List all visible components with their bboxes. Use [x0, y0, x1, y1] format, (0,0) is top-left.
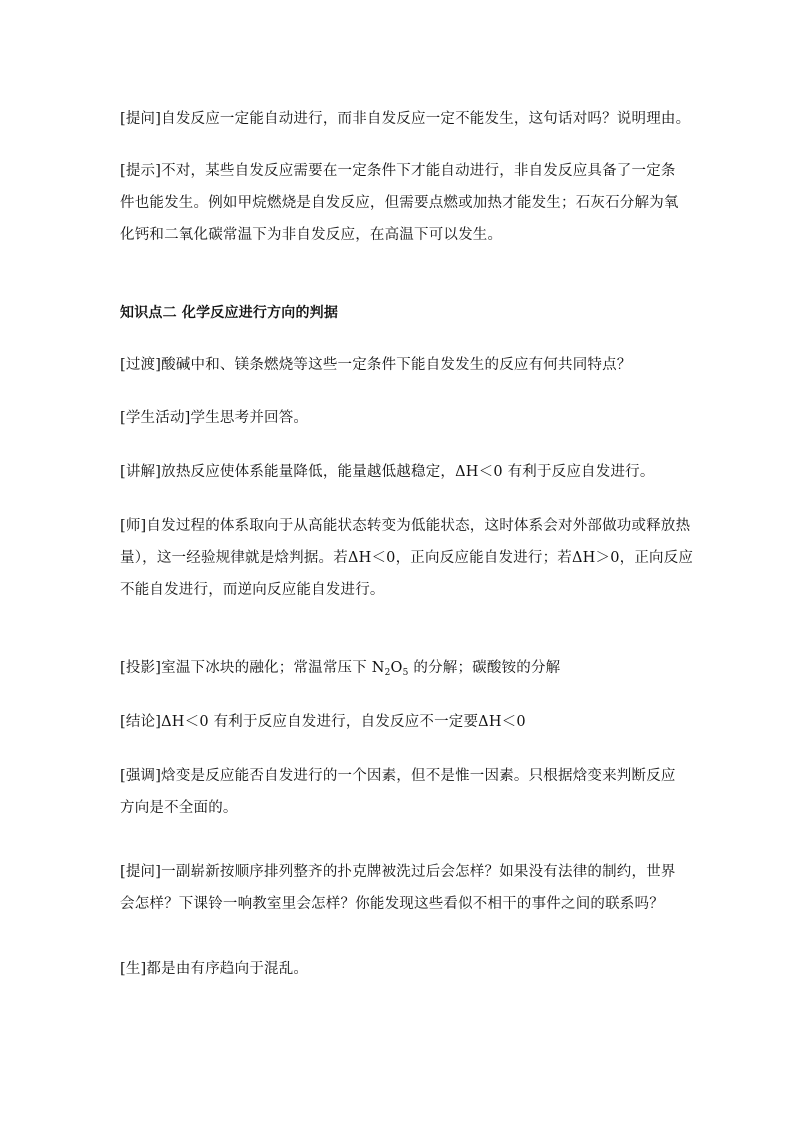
text-line: [学生活动]学生思考并回答。 [120, 410, 309, 426]
student-answer-paragraph [120, 953, 680, 985]
text-line: 化钙和二氧化碳常温下为非自发反应，在高温下可以发生。 [120, 227, 503, 243]
text-line: 方向是不全面的。 [120, 800, 238, 816]
section-heading [120, 297, 680, 329]
emphasis-paragraph [120, 760, 680, 824]
question-paragraph-2 [120, 856, 680, 920]
teacher-paragraph [120, 510, 694, 606]
question-paragraph-1 [120, 103, 691, 135]
text-line: [提示]不对，某些自发反应需要在一定条件下才能自动进行，非自发反应具备了一定条 [120, 163, 676, 179]
text-line: 量），这一经验规律就是焓判据。若ΔH＜0，正向反应能自发进行；若ΔH＞0，正向反应 [120, 550, 694, 566]
heading-text: 知识点二 化学反应进行方向的判据 [120, 305, 339, 321]
text-line: 会怎样？下课铃一响教室里会怎样？你能发现这些看似不相干的事件之间的联系吗？ [120, 896, 664, 912]
conclusion-paragraph [120, 706, 680, 738]
text-line: 件也能发生。例如甲烷燃烧是自发反应，但需要点燃或加热才能发生；石灰石分解为氧 [120, 195, 679, 211]
text-line: [师]自发过程的体系取向于从高能状态转变为低能状态，这时体系会对外部做功或释放热 [120, 518, 691, 534]
text-line: [过渡]酸碱中和、镁条燃烧等这些一定条件下能自发发生的反应有何共同特点？ [120, 357, 632, 373]
text-line: [提问]自发反应一定能自动进行，而非自发反应一定不能发生，这句话对吗？说明理由。 [120, 111, 691, 127]
text-segment: [投影]室温下冰块的融化；常温常压下 N [120, 660, 385, 676]
text-segment: 的分解；碳酸铵的分解 [408, 660, 561, 676]
projection-paragraph [120, 652, 680, 684]
transition-paragraph [120, 349, 680, 381]
subscript: 5 [402, 668, 409, 678]
text-line: 不能自发进行，而逆向反应能自发进行。 [120, 582, 385, 598]
student-activity-paragraph [120, 402, 680, 434]
text-line [120, 652, 680, 684]
text-line: [生]都是由有序趋向于混乱。 [120, 961, 309, 977]
text-segment: O [390, 660, 403, 676]
text-line: [强调]焓变是反应能否自发进行的一个因素，但不是惟一因素。只根据焓变来判断反应 [120, 768, 676, 784]
explanation-paragraph [120, 456, 680, 488]
text-line: [讲解]放热反应使体系能量降低，能量越低越稳定，ΔH＜0 有利于反应自发进行。 [120, 464, 655, 480]
text-line: [提问]一副崭新按顺序排列整齐的扑克牌被洗过后会怎样？如果没有法律的制约，世界 [120, 864, 676, 880]
subscript: 2 [384, 668, 391, 678]
hint-paragraph [120, 155, 680, 251]
text-line: [结论]ΔH＜0 有利于反应自发进行，自发反应不一定要ΔH＜0 [120, 714, 526, 730]
